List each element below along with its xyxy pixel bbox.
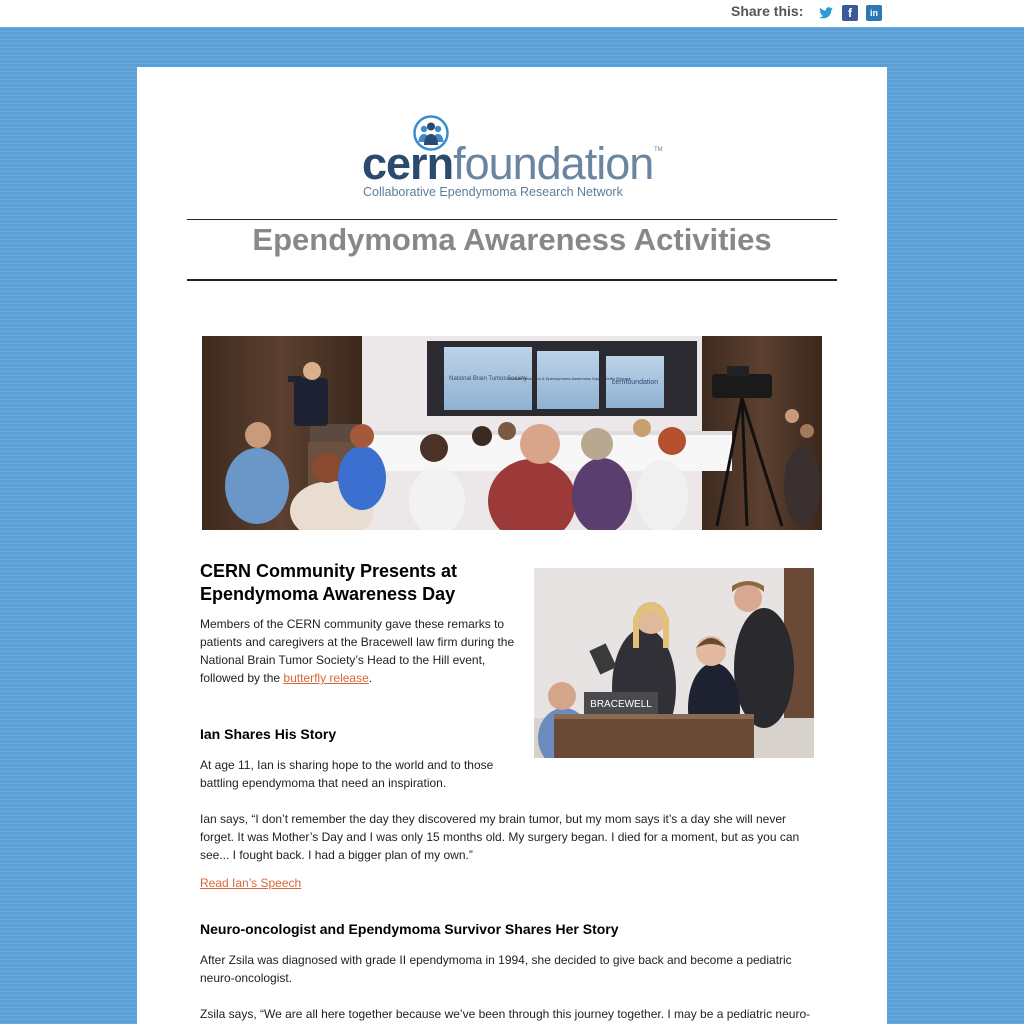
section3-quote-line1: Zsila says, “We are all here together because we’ve been through this journey together. I may be a pediatric neuro- — [200, 1007, 811, 1021]
section2-quote — [200, 810, 840, 864]
section1-body-line1: Members of the CERN community gave these remarks to — [200, 617, 505, 631]
share-label: Share this: — [731, 3, 804, 19]
section1-body-prefix: followed by the — [200, 671, 284, 685]
section2-quote-line3: see... I fought back. I had a bigger plan of my own.” — [200, 848, 473, 862]
section3-intro-line1: After Zsila was diagnosed with grade II ependymoma in 1994, she decided to give back and become a pediatric — [200, 953, 792, 967]
section1-body-line3: National Brain Tumor Society’s Head to the Hill event, — [200, 653, 486, 667]
section2-quote-line1: Ian says, “I don’t remember the day they discovered my brain tumor, but my mom says it’s a day she will never — [200, 812, 787, 826]
section3-quote — [200, 1005, 840, 1023]
newsletter-card — [137, 67, 887, 1024]
twitter-icon[interactable] — [818, 5, 834, 21]
screen-middle-text: Welcome Reception & Ependymoma Awareness Day Butterfly Release — [505, 376, 631, 381]
logo-wordmark — [362, 139, 653, 189]
logo-cern: cern — [362, 138, 454, 189]
section1-body-line2: patients and caregivers at the Bracewell law firm during the — [200, 635, 515, 649]
title-top-rule — [187, 219, 837, 220]
title-bottom-rule — [187, 279, 837, 281]
hero-event-photo — [202, 336, 822, 530]
section2-quote-line2: forget. It was Mother’s Day and I was only 15 months old. My surgery began. I died for a moment, but as you can — [200, 830, 800, 844]
linkedin-icon[interactable]: in — [866, 5, 882, 21]
cern-foundation-logo — [362, 115, 662, 205]
section1-heading — [200, 560, 457, 606]
podium-sign-text: BRACEWELL — [590, 699, 652, 710]
section2-heading: Ian Shares His Story — [200, 726, 337, 742]
butterfly-release-link[interactable]: butterfly release — [283, 671, 369, 685]
section1-body — [200, 615, 530, 687]
section2-intro — [200, 756, 530, 792]
section2-intro-line2: battling ependymoma that need an inspiration. — [200, 776, 447, 790]
facebook-icon[interactable]: f — [842, 5, 858, 21]
section1-body-suffix: . — [368, 671, 373, 685]
section2-intro-line1: At age 11, Ian is sharing hope to the world and to those — [200, 758, 494, 772]
section1-heading-line1: CERN Community Presents at — [200, 561, 458, 581]
screen-left-text: National Brain Tumor Society — [449, 376, 527, 382]
section3-intro — [200, 951, 840, 987]
section1-body-line4 — [200, 669, 530, 687]
page-title: Ependymoma Awareness Activities — [252, 222, 772, 257]
read-ians-speech-link[interactable]: Read Ian’s Speech — [200, 876, 302, 890]
share-bar — [0, 0, 1024, 27]
logo-foundation: foundation — [453, 138, 654, 189]
logo-trademark: TM — [654, 147, 663, 153]
section1-heading-line2: Ependymoma Awareness Day — [200, 584, 456, 604]
podium-photo — [534, 568, 814, 758]
logo-tagline: Collaborative Ependymoma Research Network — [363, 185, 623, 199]
section3-intro-line2: neuro-oncologist. — [200, 971, 293, 985]
section3-heading: Neuro-oncologist and Ependymoma Survivor Shares Her Story — [200, 921, 619, 937]
screen-right-text: cernfoundation — [611, 379, 659, 386]
